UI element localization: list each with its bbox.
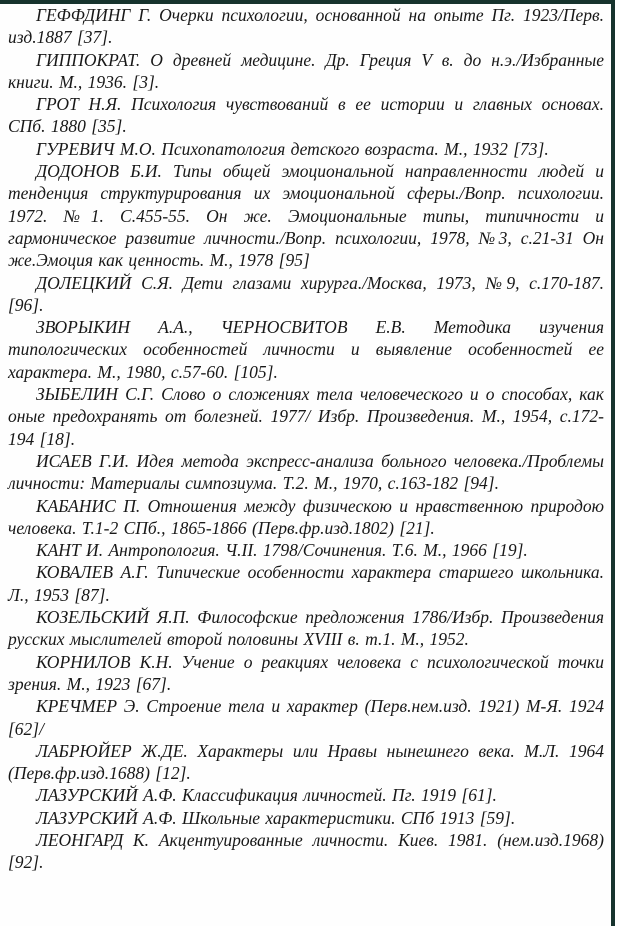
bibliography-entry: КОВАЛЕВ А.Г. Типические особенности характера старшего школьника. Л., 1953 [87]. — [8, 562, 604, 605]
bibliography-entry: КРЕЧМЕР Э. Строение тела и характер (Перв.нем.изд. 1921) М-Я. 1924 [62]/ — [8, 696, 604, 739]
bibliography-entry: ЗВОРЫКИН А.А., ЧЕРНОСВИТОВ Е.В. Методика изучения типологических особенностей личности и выявление особенностей ее характера. М., 1980, с.57-60. [105]. — [8, 317, 604, 382]
bibliography-entry: КАБАНИС П. Отношения между физическою и нравственною природою человека. Т.1-2 СПб., 1865-1866 (Перв.фр.изд.1802) [21]. — [8, 495, 604, 538]
bibliography-entry: ГЕФФДИНГ Г. Очерки психологии, основанной на опыте Пг. 1923/Перв. изд.1887 [37]. — [8, 5, 604, 48]
bibliography-entry: ДОЛЕЦКИЙ С.Я. Дети глазами хирурга./Москва, 1973, №9, с.170-187. [96]. — [8, 272, 604, 315]
bibliography-entry: ГИППОКРАТ. О древней медицине. Др. Греция V в. до н.э./Избранные книги. М., 1936. [3]. — [8, 49, 604, 92]
bibliography-entry: ЛАЗУРСКИЙ А.Ф. Классификация личностей. Пг. 1919 [61]. — [36, 785, 497, 806]
bibliography-entry: ГРОТ Н.Я. Психология чувствований в ее истории и главных основах. СПб. 1880 [35]. — [8, 94, 604, 137]
bibliography-entry: ДОДОНОВ Б.И. Типы общей эмоциональной направленности людей и тенденция структурирования их эмоциональной сферы./Вопр. психологии. 1972. №1. С.455-55. Он же. Эмоциональные типы, типичности и гармоническое развитие личности./Вопр. психологии, 1978, №3, с.21-31 Он же.Эмоция как ценность. М., 1978 [95] — [8, 161, 604, 271]
bibliography-entry: ИСАЕВ Г.И. Идея метода экспресс-анализа больного человека./Проблемы личности: Материалы симпозиума. Т.2. М., 1970, с.163-182 [94]. — [8, 450, 604, 494]
bibliography-entry: ГУРЕВИЧ М.О. Психопатология детского возраста. М., 1932 [73]. — [36, 138, 549, 159]
page-right-border — [611, 0, 615, 926]
bibliography-entry: ЛАЗУРСКИЙ А.Ф. Школьные характеристики. СПб 1913 [59]. — [36, 807, 516, 828]
bibliography-entry: ЛАБРЮЙЕР Ж.ДЕ. Характеры или Нравы нынешнего века. М.Л. 1964 (Перв.фр.изд.1688) [12]. — [8, 740, 604, 784]
bibliography-entry: КОРНИЛОВ К.Н. Учение о реакциях человека с психологической точки зрения. М., 1923 [67]. — [8, 651, 604, 694]
bibliography-list — [8, 4, 604, 874]
bibliography-entry: ЗЫБЕЛИН С.Г. Слово о сложениях тела человеческого и о способах, как оные предохранять от болезней. 1977/ Избр. Произведения. М., 1954, с.172-194 [18]. — [8, 384, 604, 449]
bibliography-entry: КАНТ И. Антропология. Ч.II. 1798/Сочинения. Т.6. М., 1966 [19]. — [36, 540, 528, 561]
bibliography-entry: ЛЕОНГАРД К. Акцентуированные личности. Киев. 1981. (нем.изд.1968) [92]. — [8, 829, 604, 873]
bibliography-entry: КОЗЕЛЬСКИЙ Я.П. Философские предложения 1786/Избр. Произведения русских мыслителей второй половины XVIII в. т.1. М., 1952. — [8, 607, 604, 650]
